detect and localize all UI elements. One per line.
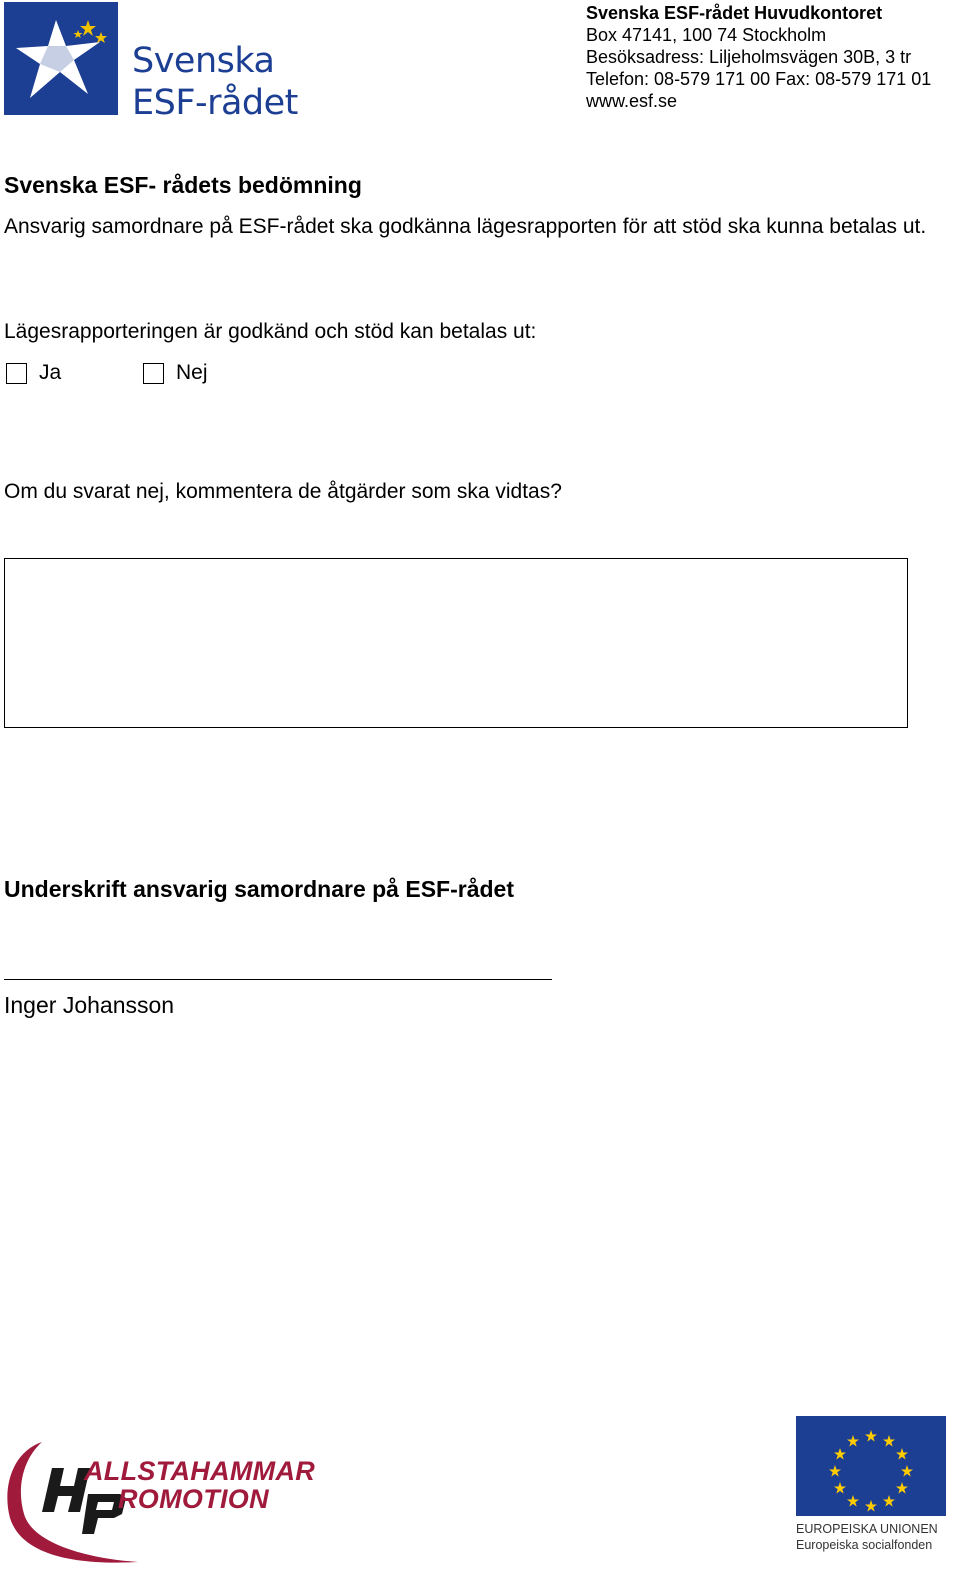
hp-logo-text-line1: ALLSTAHAMMAR xyxy=(84,1456,316,1486)
esf-logo-text-esf-radet: ESF-rådet xyxy=(132,83,298,123)
signature-line[interactable] xyxy=(4,979,552,980)
esf-logo-text-svenska: Svenska xyxy=(132,41,275,81)
signature-heading: Underskrift ansvarig samordnare på ESF-rådet xyxy=(4,876,514,902)
comment-field[interactable] xyxy=(4,558,908,728)
phone-fax: Telefon: 08-579 171 00 Fax: 08-579 171 01 xyxy=(586,69,932,89)
option-ja[interactable] xyxy=(6,360,61,386)
assessment-heading: Svenska ESF- rådets bedömning xyxy=(4,172,362,198)
website-link[interactable]: www.esf.se xyxy=(586,91,678,111)
office-name: Svenska ESF-rådet Huvudkontoret xyxy=(586,3,883,23)
comment-question: Om du svarat nej, kommentera de åtgärder som ska vidtas? xyxy=(4,480,562,503)
office-address xyxy=(586,2,956,112)
visiting-address: Besöksadress: Liljeholmsvägen 30B, 3 tr xyxy=(586,47,912,67)
signer-name: Inger Johansson xyxy=(4,992,175,1018)
eu-logo-text-line1: EUROPEISKA UNIONEN xyxy=(796,1522,938,1536)
checkbox-ja[interactable] xyxy=(6,363,27,384)
esf-star-icon xyxy=(4,2,118,115)
eu-flag-icon xyxy=(796,1416,946,1516)
eu-logo-text-line2: Europeiska socialfonden xyxy=(796,1538,933,1552)
option-nej-label: Nej xyxy=(176,361,208,384)
hallstahammar-promotion-logo xyxy=(2,1438,352,1568)
option-ja-label: Ja xyxy=(39,361,62,384)
eu-logo xyxy=(796,1416,952,1556)
option-nej[interactable] xyxy=(143,360,208,386)
checkbox-nej[interactable] xyxy=(143,363,164,384)
hp-logo-text-line2: ROMOTION xyxy=(118,1484,269,1514)
esf-logo xyxy=(4,2,298,123)
approval-question: Lägesrapporteringen är godkänd och stöd kan betalas ut: xyxy=(4,320,537,343)
postal-address: Box 47141, 100 74 Stockholm xyxy=(586,25,827,45)
assessment-intro: Ansvarig samordnare på ESF-rådet ska godkänna lägesrapporten för att stöd ska kunna betalas ut. xyxy=(4,215,927,238)
